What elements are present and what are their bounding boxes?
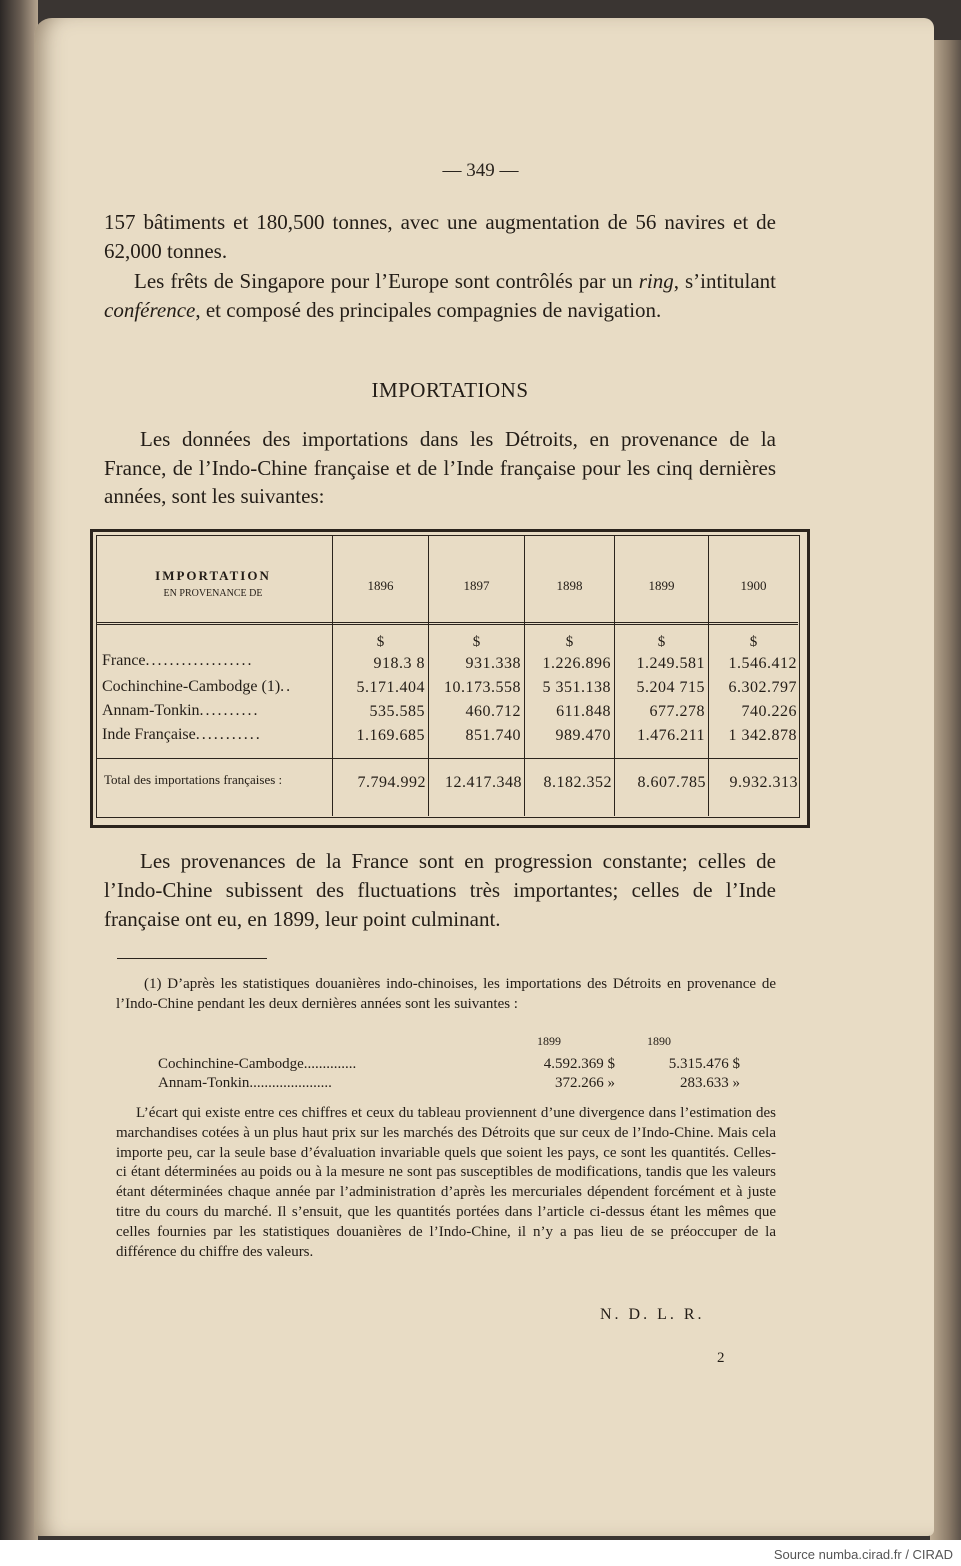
row-label-text: France — [102, 652, 146, 669]
table-cell: 989.470 — [555, 727, 611, 744]
left-page-edge — [0, 0, 38, 1540]
currency-mark: $ — [376, 634, 385, 650]
row-label — [102, 726, 262, 744]
year-header: 1898 — [556, 578, 583, 593]
signature-mark: 2 — [717, 1350, 725, 1366]
row-label-text: Annam-Tonkin — [102, 702, 200, 719]
table-cell: 740.226 — [741, 703, 797, 720]
footnote-body: L’écart qui existe entre ces chiffres et ceux du tableau proviennent d’une divergence dans l’estimation des marchandises cotées à un plus haut prix sur les marchés des Détroits que sur ceux de l’Indo-Chine. Mais cela importe peu, car la seule base d’évaluation invariable quels que soient les pays, ce sont les quantités. Celles-ci étant déterminées au poids ou à la mesure ne sont pas susceptibles de modifications, tandis que les valeurs étant déterminées chaque année par l’administration d’après les mercuriales dépendent forcément et à juste titre du cours du marché. Il s’ensuit, que les quantités portées dans l’article ci-dessus étant les mêmes que celles fournies par les statistiques douanières de l’Indo-Chine, il n’y a pas lieu de se préoccuper de la différence du chiffre des valeurs. — [116, 1105, 776, 1260]
footnote-row-label: Cochinchine-Cambodge.............. — [158, 1056, 357, 1072]
table-cell: 1.249.581 — [636, 655, 705, 672]
table-cell: 611.848 — [556, 703, 611, 720]
year-header: 1899 — [648, 578, 675, 593]
table-cell: 5.204 715 — [636, 679, 705, 696]
row-label-dots: .................. — [145, 652, 254, 669]
table-header-subtitle: EN PROVENANCE DE — [163, 588, 263, 599]
source-credit: Source numba.cirad.fr / CIRAD — [773, 1547, 953, 1562]
table-cell: 1.546.412 — [728, 655, 797, 672]
footnote-separator — [117, 958, 267, 959]
table-cell: 1.476.211 — [637, 727, 705, 744]
year-header: 1897 — [463, 578, 490, 593]
freights-ring: ring — [638, 269, 674, 293]
table-cell: 5.171.404 — [356, 679, 425, 696]
paragraph-conclusion: Les provenances de la France sont en progression constante; celles de l’Indo-Chine subissent des fluctuations très importantes; celles de l’Inde française ont eu, en 1899, leur point culminant. — [104, 849, 776, 931]
paragraph-freights — [104, 267, 776, 324]
table-cell: 677.278 — [649, 703, 705, 720]
right-page-edge — [930, 40, 961, 1540]
row-label-text: Cochinchine-Cambodge (1) — [102, 678, 281, 695]
table-cell: 1.169.685 — [356, 727, 425, 744]
freights-text-c: , et composé des principales compagnies de navigation. — [195, 297, 662, 322]
row-label — [102, 652, 254, 670]
total-cell: 8.182.352 — [543, 774, 612, 791]
editor-signature: N. D. L. R. — [600, 1306, 705, 1323]
freights-text-a: Les frêts de Singapore pour l’Europe sont contrôlés par un — [134, 269, 639, 293]
currency-mark: $ — [749, 634, 758, 650]
table-cell: 918.3 8 — [373, 655, 425, 672]
row-label-text: Inde Française — [102, 726, 196, 743]
row-label-dots: ........... — [195, 726, 262, 743]
freights-conference: conférence — [104, 297, 196, 322]
table-header-title: IMPORTATION — [155, 568, 271, 583]
table-cell: 1.226.896 — [542, 655, 611, 672]
table-cell: 6.302.797 — [728, 679, 797, 696]
header-rule — [96, 622, 798, 625]
footnote-intro: (1) D’après les statistiques douanières indo-chinoises, les importations des Détroits en provenance de l’Indo-Chine pendant les deux dernières années sont les suivantes : — [116, 976, 776, 1012]
table-cell: 460.712 — [465, 703, 521, 720]
footnote-row-value: 283.633 » — [680, 1075, 740, 1091]
year-header: 1896 — [367, 578, 394, 593]
row-label — [102, 702, 260, 720]
year-header: 1900 — [740, 578, 767, 593]
footnote-year: 1890 — [647, 1034, 671, 1048]
table-cell: 931.338 — [465, 655, 521, 672]
total-cell: 7.794.992 — [357, 774, 426, 791]
currency-mark: $ — [472, 634, 481, 650]
table-cell: 10.173.558 — [444, 679, 521, 696]
footnote-row-value: 372.266 » — [555, 1075, 615, 1091]
currency-mark: $ — [657, 634, 666, 650]
table-cell: 5 351.138 — [542, 679, 611, 696]
row-label-dots: .. — [280, 678, 293, 695]
table-cell: 851.740 — [465, 727, 521, 744]
total-cell: 12.417.348 — [445, 774, 522, 791]
total-cell: 8.607.785 — [637, 774, 706, 791]
total-label: Total des importations françaises : — [104, 772, 283, 787]
section-heading: IMPORTATIONS — [371, 378, 529, 402]
total-rule — [96, 758, 798, 759]
currency-mark: $ — [565, 634, 574, 650]
row-label-dots: .......... — [199, 702, 260, 719]
table-cell: 535.585 — [369, 703, 425, 720]
page-number: — 349 — — [442, 160, 519, 181]
row-label — [102, 678, 292, 696]
table-cell: 1 342.878 — [728, 727, 797, 744]
paragraph-ships: 157 bâtiments et 180,500 tonnes, avec une augmentation de 56 navires et de 62,000 tonnes. — [104, 210, 776, 263]
footnote-row-value: 4.592.369 $ — [543, 1056, 615, 1072]
footnote-row-value: 5.315.476 $ — [668, 1056, 740, 1072]
footnote-year: 1899 — [537, 1034, 561, 1048]
freights-text-b: , s’intitulant — [673, 269, 776, 293]
paragraph-intro-table: Les données des importations dans les Détroits, en provenance de la France, de l’Indo-Chine française et de l’Inde française pour les cinq dernières années, sont les suivantes: — [104, 427, 776, 508]
total-cell: 9.932.313 — [729, 774, 798, 791]
footnote-row-label: Annam-Tonkin...................... — [158, 1075, 332, 1091]
